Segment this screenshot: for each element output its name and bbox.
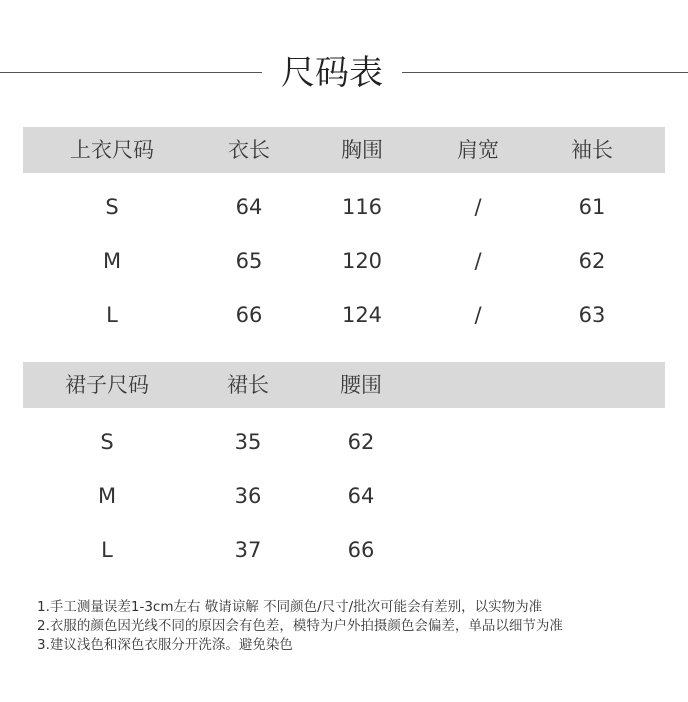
- length-cell: 64: [235, 195, 263, 219]
- header-sleeve: 袖长: [571, 138, 613, 162]
- shoulder-cell: /: [474, 249, 482, 273]
- header-top-size: 上衣尺码: [70, 138, 154, 162]
- skirt-length-cell: 35: [234, 430, 262, 454]
- sleeve-cell: 62: [578, 249, 606, 273]
- length-cell: 65: [235, 249, 263, 273]
- waist-cell: 62: [347, 430, 375, 454]
- header-skirt-size: 裙子尺码: [65, 373, 149, 397]
- title-divider-right: [402, 72, 688, 73]
- note-line: 3.建议浅色和深色衣服分开洗涤。避免染色: [37, 637, 293, 653]
- waist-cell: 64: [347, 484, 375, 508]
- table-row: [23, 523, 665, 577]
- skirt-length-cell: 36: [234, 484, 262, 508]
- note-line: 1.手工测量误差1-3cm左右 敬请谅解 不同颜色/尺寸/批次可能会有差别，以实物为准: [37, 599, 543, 615]
- skirt-length-cell: 37: [234, 538, 262, 562]
- chest-cell: 120: [341, 249, 383, 273]
- note-line: 2.衣服的颜色因光线不同的原因会有色差，模特为户外拍摄颜色会偏差，单品以细节为准: [37, 618, 563, 634]
- table-row: [23, 234, 665, 288]
- shoulder-cell: /: [474, 303, 482, 327]
- length-cell: 66: [235, 303, 263, 327]
- header-shoulder: 肩宽: [457, 138, 499, 162]
- shoulder-cell: /: [474, 195, 482, 219]
- sleeve-cell: 61: [578, 195, 606, 219]
- waist-cell: 66: [347, 538, 375, 562]
- size-cell: S: [105, 195, 119, 219]
- page-title: 尺码表: [281, 53, 383, 93]
- skirt-size-table: [23, 362, 665, 577]
- top-table-header: [23, 127, 665, 173]
- size-cell: M: [102, 249, 122, 273]
- size-cell: L: [101, 538, 113, 562]
- header-waist: 腰围: [340, 373, 382, 397]
- table-row: [23, 288, 665, 342]
- table-row: [23, 415, 665, 469]
- skirt-table-header: [23, 362, 665, 408]
- header-length: 衣长: [228, 138, 270, 162]
- title-row: [0, 50, 688, 96]
- notes-section: [37, 598, 563, 655]
- chest-cell: 116: [341, 195, 383, 219]
- header-chest: 胸围: [341, 138, 383, 162]
- sleeve-cell: 63: [578, 303, 606, 327]
- size-cell: L: [106, 303, 118, 327]
- table-row: [23, 469, 665, 523]
- top-size-table: [23, 127, 665, 342]
- title-divider-left: [0, 72, 262, 73]
- size-cell: S: [100, 430, 114, 454]
- header-skirt-length: 裙长: [227, 373, 269, 397]
- size-cell: M: [97, 484, 117, 508]
- chest-cell: 124: [341, 303, 383, 327]
- table-row: [23, 180, 665, 234]
